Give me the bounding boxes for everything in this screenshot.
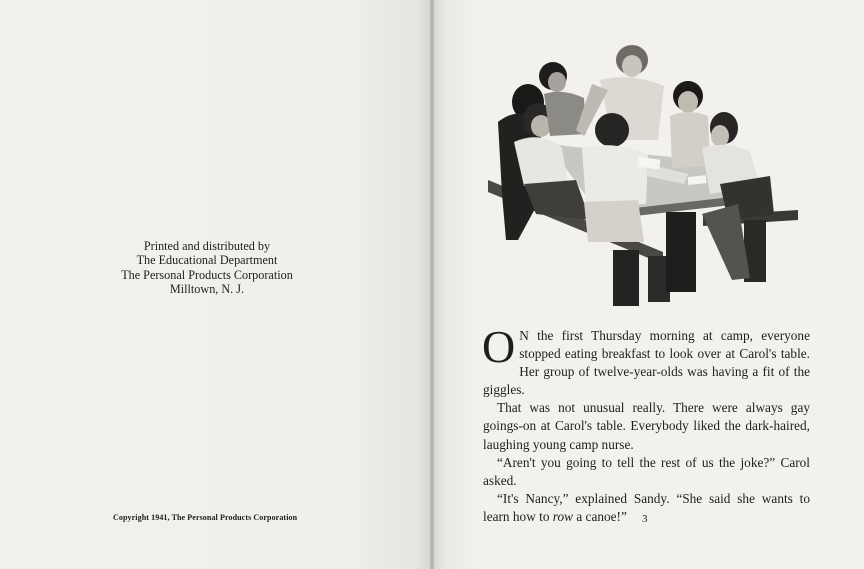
- left-page: [0, 0, 430, 569]
- paragraph-text: N the first Thursday morning at camp, everyone stopped eating breakfast to look over at Carol's table. Her group of twelve-year-olds was having a fit of the giggles.: [483, 328, 810, 398]
- paragraph: That was not unusual really. There were always gay goings-on at Carol's table. Everybody liked the dark-haired, laughing young camp nurse.: [483, 400, 810, 452]
- italic-word: row: [552, 508, 573, 524]
- campers-at-table-photo: [488, 44, 800, 306]
- paragraph: [482, 321, 810, 399]
- copyright-notice: Copyright 1941, The Personal Products Corporation: [113, 513, 298, 522]
- drop-cap: O: [482, 321, 516, 372]
- imprint-line: Milltown, N. J.: [169, 282, 245, 297]
- paragraph-text: “It's Nancy,” explained Sandy. “She said she wants to learn how to: [483, 490, 810, 524]
- paragraph: “Aren't you going to tell the rest of us the joke?” Carol asked.: [483, 454, 810, 488]
- paragraph-text: a canoe!”: [573, 508, 627, 524]
- imprint-block: [100, 239, 314, 297]
- page-number: 3: [642, 513, 648, 525]
- imprint-line: Printed and distributed by: [143, 239, 271, 253]
- imprint-line: The Personal Products Corporation: [121, 267, 293, 282]
- imprint-line: The Educational Department: [136, 253, 278, 268]
- story-text: [482, 321, 810, 526]
